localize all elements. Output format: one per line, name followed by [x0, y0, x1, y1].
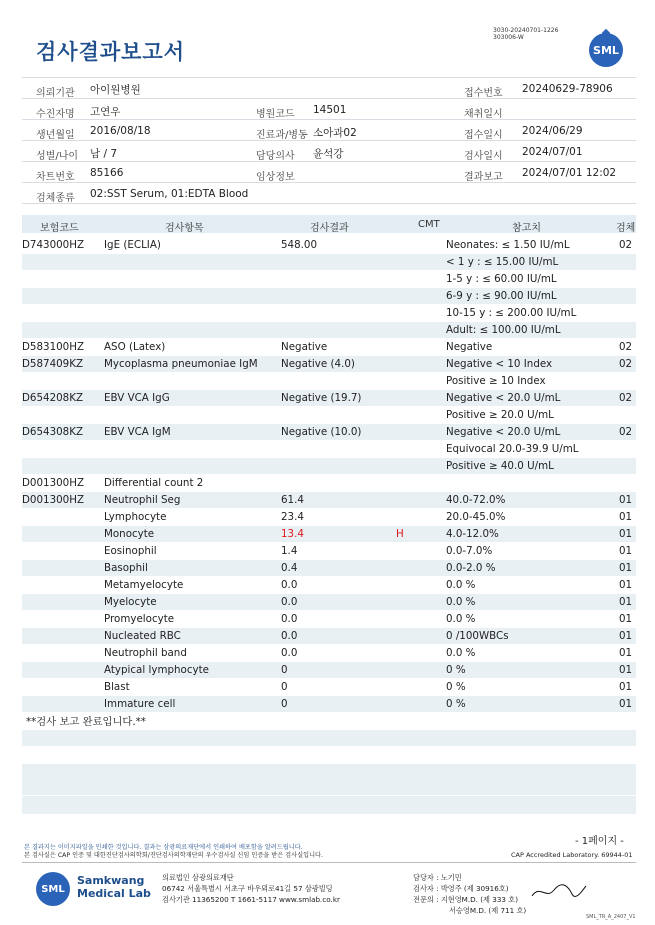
divider: [22, 161, 636, 162]
cell-code: D001300HZ: [22, 477, 85, 489]
cell-item: Eosinophil: [104, 545, 157, 557]
table-row: [22, 577, 636, 593]
page-number: - 1페이지 -: [575, 836, 624, 847]
cell-item: Atypical lymphocyte: [104, 664, 209, 676]
table-row: [22, 237, 636, 253]
receipt-date-label: 접수일시: [464, 130, 503, 141]
cell-ref: Adult: ≤ 100.00 IU/mL: [446, 324, 561, 336]
cell-result: Negative: [281, 341, 328, 353]
col-header-cmt: CMT: [418, 219, 440, 230]
cell-specimen: 01: [619, 630, 633, 642]
cell-ref: 1-5 y : ≤ 60.00 IU/mL: [446, 273, 557, 285]
lab-info: [162, 872, 340, 905]
cell-item: EBV VCA IgM: [104, 426, 171, 438]
cell-ref: 0.0-2.0 %: [446, 562, 496, 574]
cell-specimen: 02: [619, 426, 633, 438]
table-row: [22, 254, 636, 270]
cell-result: 0: [281, 681, 288, 693]
table-row: [22, 543, 636, 559]
cell-result: 0.4: [281, 562, 298, 574]
cell-item: EBV VCA IgG: [104, 392, 170, 404]
cell-ref: 20.0-45.0%: [446, 511, 506, 523]
report-code: 3030-20240701-1226: [493, 27, 559, 34]
test-date-value: 2024/07/01: [522, 146, 583, 158]
cell-ref: < 1 y : ≤ 15.00 IU/mL: [446, 256, 559, 268]
table-row: [22, 645, 636, 661]
table-row: [22, 611, 636, 627]
table-row: [22, 424, 636, 440]
divider: [22, 182, 636, 183]
cell-result: 0: [281, 698, 288, 710]
cell-ref: Negative < 10 Index: [446, 358, 553, 370]
cell-item: Immature cell: [104, 698, 176, 710]
cell-ref: 0 /100WBCs: [446, 630, 509, 642]
cell-result: 0.0: [281, 647, 298, 659]
cell-result: 1.4: [281, 545, 298, 557]
lab-info-line1: 의료법인 삼광의료재단: [162, 873, 234, 882]
footnote-cap: 본 검사실은 CAP 인증 및 대한진단검사의학회/진단검사의학재단의 우수검사실 신임 인증을 받은 검사실입니다.: [24, 852, 323, 859]
cell-ref: 4.0-12.0%: [446, 528, 499, 540]
cell-result: Negative (4.0): [281, 358, 355, 370]
staff-line1: 담당자 : 노기민: [413, 873, 462, 882]
cell-ref: 40.0-72.0%: [446, 494, 506, 506]
cell-code: D001300HZ: [22, 494, 85, 506]
report-subcode: 303006-W: [493, 34, 524, 41]
dept-value: 소아과02: [313, 127, 357, 139]
cell-item: IgE (ECLIA): [104, 239, 161, 251]
cell-ref: 0.0 %: [446, 579, 476, 591]
examinee-label: 수진자명: [36, 109, 75, 120]
cell-ref: 0 %: [446, 681, 466, 693]
hospital-value: 아이원병원: [90, 84, 141, 96]
table-row: [22, 339, 636, 355]
cell-ref: Negative < 20.0 U/mL: [446, 426, 561, 438]
col-header-result: 검사결과: [310, 223, 349, 234]
col-header-item: 검사항목: [165, 223, 204, 234]
cell-item: Neutrophil Seg: [104, 494, 181, 506]
footnote-image: 본 결과지는 이미지파일을 인쇄한 것입니다. 결과는 삼광의료재단에서 인쇄하여 배포함을 알려드립니다.: [24, 844, 303, 851]
sexage-value: 남 / 7: [90, 148, 118, 160]
cell-specimen: 02: [619, 341, 633, 353]
chart-value: 85166: [90, 167, 124, 179]
receipt-no-value: 20240629-78906: [522, 83, 613, 95]
table-row: [22, 628, 636, 644]
table-row: [22, 356, 636, 372]
cell-specimen: 01: [619, 647, 633, 659]
divider: [22, 77, 636, 78]
cell-code: D587409KZ: [22, 358, 84, 370]
cell-result: 0.0: [281, 630, 298, 642]
cell-ref: 0.0 %: [446, 613, 476, 625]
cell-ref: Negative < 20.0 U/mL: [446, 392, 561, 404]
cell-ref: 0.0-7.0%: [446, 545, 493, 557]
hospital-code-label: 병원코드: [256, 109, 295, 120]
birth-label: 생년월일: [36, 130, 75, 141]
cell-item: Neutrophil band: [104, 647, 187, 659]
cell-result: 0.0: [281, 596, 298, 608]
table-row: [22, 662, 636, 678]
lab-info-line3: 검사기관 11365200 T 1661-5117 www.smlab.co.kr: [162, 895, 340, 904]
row-band: [22, 730, 636, 746]
table-row: [22, 322, 636, 338]
cell-specimen: 01: [619, 545, 633, 557]
table-row: [22, 373, 636, 389]
table-row: [22, 305, 636, 321]
cell-ref: 0 %: [446, 698, 466, 710]
cell-specimen: 01: [619, 562, 633, 574]
cell-result: 0: [281, 664, 288, 676]
row-band: [22, 796, 636, 812]
cell-result: 0.0: [281, 579, 298, 591]
doc-code: SML_TR_A_2407_V1: [586, 914, 636, 920]
cell-result: Negative (10.0): [281, 426, 362, 438]
table-row: [22, 492, 636, 508]
cell-item: Mycoplasma pneumoniae IgM: [104, 358, 258, 370]
cell-specimen: 01: [619, 494, 633, 506]
cell-ref: Negative: [446, 341, 493, 353]
lab-info-line2: 06742 서울특별시 서초구 바우뫼로41길 57 삼광빌딩: [162, 884, 333, 893]
specimen-value: 02:SST Serum, 01:EDTA Blood: [90, 188, 249, 200]
table-row: [22, 560, 636, 576]
cell-result: 0.0: [281, 613, 298, 625]
table-row: [22, 526, 636, 542]
table-row: [22, 475, 636, 491]
col-header-ref: 참고치: [512, 223, 541, 234]
cell-flag: H: [396, 528, 404, 540]
cell-ref: Neonates: ≤ 1.50 IU/mL: [446, 239, 570, 251]
table-row: [22, 441, 636, 457]
chart-label: 차트번호: [36, 172, 75, 183]
cell-item: Lymphocyte: [104, 511, 167, 523]
table-row: [22, 679, 636, 695]
collect-time-label: 채취일시: [464, 109, 503, 120]
cell-ref: Equivocal 20.0-39.9 U/mL: [446, 443, 579, 455]
staff-line4: 서승영M.D. (제 711 호): [449, 906, 527, 915]
cell-item: Blast: [104, 681, 130, 693]
table-row: [22, 288, 636, 304]
cell-ref: 6-9 y : ≤ 90.00 IU/mL: [446, 290, 557, 302]
cell-result: 23.4: [281, 511, 304, 523]
dept-label: 진료과/병동: [256, 130, 308, 141]
cell-ref: 10-15 y : ≤ 200.00 IU/mL: [446, 307, 577, 319]
clinical-label: 임상정보: [256, 172, 295, 183]
cell-item: Basophil: [104, 562, 148, 574]
cell-specimen: 01: [619, 579, 633, 591]
receipt-date-value: 2024/06/29: [522, 125, 583, 137]
cell-result: 13.4: [281, 528, 304, 540]
cell-specimen: 02: [619, 392, 633, 404]
table-row: [22, 271, 636, 287]
cell-specimen: 01: [619, 664, 633, 676]
staff-line3: 전문의 : 지현영M.D. (제 333 호): [413, 895, 519, 904]
col-header-spec: 검체: [616, 223, 636, 234]
divider: [22, 203, 636, 204]
staff-line2: 검사자 : 박영주 (제 30916호): [413, 884, 509, 893]
doctor-value: 윤석강: [313, 148, 344, 160]
staff-info: [413, 872, 526, 916]
cell-specimen: 01: [619, 596, 633, 608]
samkwang-logo: SML: [36, 872, 70, 906]
table-row: [22, 696, 636, 712]
signature-icon: [528, 880, 588, 904]
cell-item: ASO (Latex): [104, 341, 166, 353]
cell-specimen: 01: [619, 528, 633, 540]
col-header-code: 보험코드: [40, 223, 79, 234]
specimen-label: 검체종류: [36, 193, 75, 204]
row-band: [22, 779, 636, 795]
birth-value: 2016/08/18: [90, 125, 151, 137]
cell-item: Monocyte: [104, 528, 155, 540]
report-label: 결과보고: [464, 172, 503, 183]
cell-result: 548.00: [281, 239, 318, 251]
lab-name-line2: Medical Lab: [77, 887, 151, 900]
table-row: [22, 509, 636, 525]
examinee-value: 고연우: [90, 106, 121, 118]
report-value: 2024/07/01 12:02: [522, 167, 617, 179]
receipt-no-label: 접수번호: [464, 88, 503, 99]
sexage-label: 성별/나이: [36, 151, 79, 162]
cell-ref: 0.0 %: [446, 596, 476, 608]
cell-item: Metamyelocyte: [104, 579, 184, 591]
cell-item: Promyelocyte: [104, 613, 175, 625]
cell-item: Nucleated RBC: [104, 630, 181, 642]
footer-divider: [22, 862, 636, 863]
table-row: [22, 407, 636, 423]
lab-name: [77, 874, 151, 900]
table-row: [22, 594, 636, 610]
divider: [22, 119, 636, 120]
sml-logo: SML: [589, 33, 623, 67]
test-date-label: 검사일시: [464, 151, 503, 162]
cell-code: D583100HZ: [22, 341, 85, 353]
lab-name-line1: Samkwang: [77, 874, 145, 887]
cell-specimen: 01: [619, 511, 633, 523]
cell-code: D654208KZ: [22, 392, 84, 404]
doctor-label: 담당의사: [256, 151, 295, 162]
divider: [22, 98, 636, 99]
cell-ref: Positive ≥ 20.0 U/mL: [446, 409, 554, 421]
row-band: [22, 764, 636, 780]
cell-specimen: 01: [619, 613, 633, 625]
cell-code: D654308KZ: [22, 426, 84, 438]
hospital-code-value: 14501: [313, 104, 347, 116]
cell-specimen: 02: [619, 358, 633, 370]
cell-specimen: 01: [619, 681, 633, 693]
cell-specimen: 02: [619, 239, 633, 251]
cell-item: Myelocyte: [104, 596, 157, 608]
table-row: [22, 390, 636, 406]
cap-accreditation: CAP Accredited Laboratory. 69944-01: [511, 851, 633, 859]
cell-code: D743000HZ: [22, 239, 85, 251]
cell-result: Negative (19.7): [281, 392, 362, 404]
cell-ref: Positive ≥ 40.0 U/mL: [446, 460, 554, 472]
cell-ref: Positive ≥ 10 Index: [446, 375, 546, 387]
cell-result: 61.4: [281, 494, 304, 506]
end-note: **검사 보고 완료입니다.**: [26, 716, 146, 728]
table-row: [22, 458, 636, 474]
divider: [22, 140, 636, 141]
cell-item: Differential count 2: [104, 477, 204, 489]
page-title: 검사결과보고서: [36, 40, 186, 64]
cell-ref: 0.0 %: [446, 647, 476, 659]
cell-specimen: 01: [619, 698, 633, 710]
cell-ref: 0 %: [446, 664, 466, 676]
hospital-label: 의뢰기관: [36, 88, 75, 99]
